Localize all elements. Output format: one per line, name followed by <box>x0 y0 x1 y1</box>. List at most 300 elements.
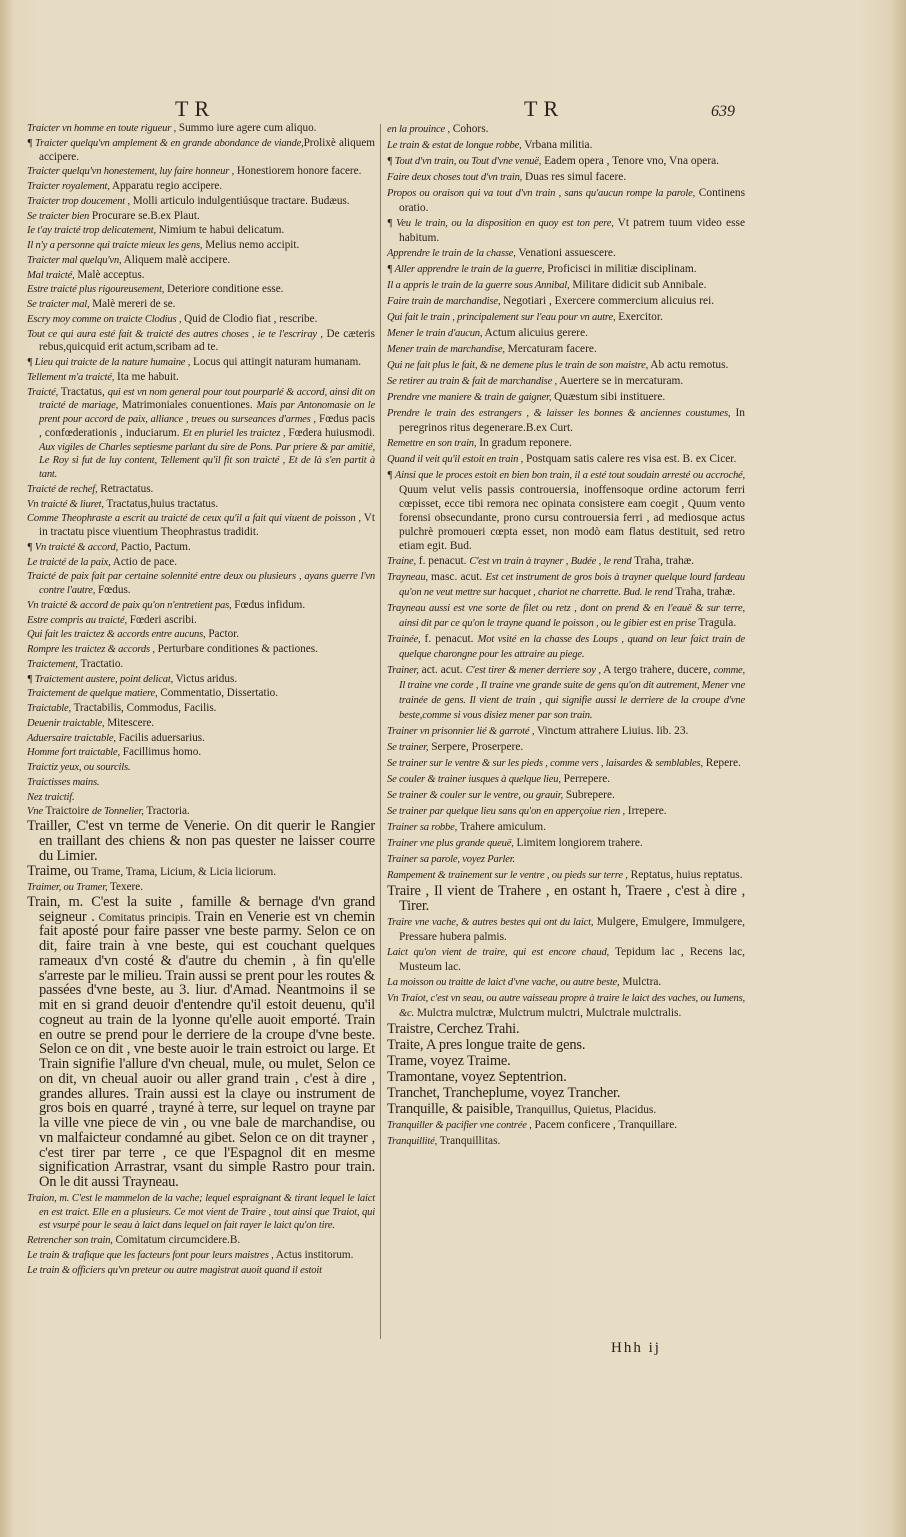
entry-french-text: Traistre, <box>387 1021 434 1037</box>
entry-french-text: Tranquillité, <box>387 1136 438 1147</box>
dictionary-entry <box>27 512 375 540</box>
entry-french-text: Qui fait les traictez & accords entre aucuns, <box>27 629 206 641</box>
dictionary-entry <box>387 1102 745 1117</box>
entry-latin-text: Ab actu remotus. <box>648 359 729 371</box>
dictionary-entry <box>387 756 745 771</box>
entry-french-text: comme, Il traine vne corde , Il traine vne grande suite de gens qu'on dit autrement, Mener vne trainée de gens. Il vient de train , qui signifie aussi le derriere de la croupe d'vne beste,comme si vous disiez mener par son train. <box>399 665 745 721</box>
dictionary-entry <box>27 893 375 1191</box>
entry-french-text: Trainer vne plus grande queuë, <box>387 838 514 849</box>
entry-latin-text: Procurare se.B.ex Plaut. <box>89 209 200 222</box>
entry-latin-text: Subrepere. <box>562 789 615 801</box>
entry-latin-text: Actus institorum. <box>273 1248 354 1261</box>
dictionary-entry <box>387 1054 745 1069</box>
signature-mark: Hhh ij <box>611 1340 661 1356</box>
dictionary-entry <box>387 1070 745 1085</box>
entry-latin-text: Serpere, Proserpere. <box>428 741 524 753</box>
dictionary-entry <box>387 216 745 245</box>
entry-french-text: Faire deux choses tout d'vn train, <box>387 172 523 183</box>
entry-french-text: Il a appris le train de la guerre sous Annibal, <box>387 280 570 291</box>
entry-french-text: Traictement de quelque matiere, <box>27 688 158 700</box>
entry-latin-text: Molli articulo indulgentiúsque tractare. Budæus. <box>129 194 350 207</box>
entry-latin-text: Venationi assuescere. <box>515 247 616 259</box>
dictionary-entry <box>27 702 375 716</box>
dictionary-entry <box>387 262 745 277</box>
entry-latin-text: Irrepere. <box>624 805 667 817</box>
dictionary-entry <box>27 483 375 497</box>
entry-french-text: Prendre vne maniere & train de gaigner, <box>387 392 552 403</box>
dictionary-entry <box>27 356 375 370</box>
entry-french-text: ¶ Tout d'vn train, ou Tout d'vne venuë, <box>387 156 542 167</box>
dictionary-entry <box>387 975 745 990</box>
dictionary-entry <box>387 468 745 553</box>
dictionary-entry <box>27 1234 375 1248</box>
entry-latin-text: Vt patrem tuum video esse habitum. <box>399 217 746 244</box>
dictionary-entry <box>27 761 375 775</box>
entry-french-text: Trainer, <box>387 665 419 676</box>
entry-french-text: Traicté, <box>27 386 59 398</box>
entry-latin-text: Prolixè aliquem accipere. <box>39 136 375 163</box>
entry-french-text: en la prouince , <box>387 124 450 135</box>
entry-french-text: Estre compris au traicté, <box>27 614 127 626</box>
dictionary-entry <box>27 643 375 657</box>
entry-latin-text: Facillimus homo. <box>120 746 202 759</box>
entry-latin-text: masc. acut. <box>427 571 486 583</box>
dictionary-entry <box>27 180 375 194</box>
entry-french-text: Cerchez Trahi. <box>433 1021 520 1037</box>
entry-french-text: Tranquille, & paisible, <box>387 1101 514 1117</box>
dictionary-entry <box>27 599 375 613</box>
entry-french-text: Mot vsité en la chasse des Loups , quand on leur faict train de quelque charongne pour les attraire au piege. <box>399 634 745 660</box>
entry-french-text: m. C'est la suite , famille & bernage d'vn grand seigneur . <box>39 893 375 925</box>
entry-latin-text: Nimium te habui delicatum. <box>155 224 285 237</box>
entry-french-text: Aduersaire traictable, <box>27 732 116 744</box>
entry-latin-text: Mulctra mulctræ, Mulctrum mulctri, Mulctrale mulctralis. <box>414 1007 682 1019</box>
entry-french-text: ¶ Traictement austere, point delicat, <box>27 673 174 685</box>
dictionary-entry <box>27 210 375 224</box>
entry-french-text: qui est vn nom general pour tout pourparlé & accord, ainsi dit on traicté de mariage, <box>39 386 375 412</box>
entry-french-text: La moisson ou traitte de laict d'vne vache, ou autre beste, <box>387 977 620 988</box>
dictionary-entry <box>387 1038 745 1053</box>
entry-french-text: ¶ Traicter quelqu'vn amplement & en grande abondance de viande, <box>27 137 304 149</box>
dictionary-entry <box>27 556 375 570</box>
dictionary-entry <box>27 541 375 555</box>
entry-french-text: Faire train de marchandise, <box>387 296 501 307</box>
dictionary-entry <box>27 386 375 482</box>
entry-french-text: Tranquiller & pacifier vne contrée , <box>387 1120 532 1131</box>
dictionary-entry <box>27 269 375 283</box>
right-column <box>387 122 745 1150</box>
dictionary-entry <box>27 865 375 880</box>
entry-french-text: Traicté de rechef, <box>27 483 98 495</box>
entry-latin-text: Duas res simul facere. <box>522 171 627 183</box>
entry-french-text: A pres longue traite de gens. <box>423 1037 586 1053</box>
dictionary-entry <box>387 170 745 185</box>
dictionary-entry <box>387 945 745 974</box>
dictionary-entry <box>387 122 745 137</box>
entry-french-text: Tout ce qui aura esté fait & traicté des autres choses , ie te l'escriray , <box>27 328 323 340</box>
entry-latin-text: Eadem opera , Tenore vno, Vna opera. <box>541 155 720 167</box>
entry-french-text: Rampement & trainement sur le ventre , ou pieds sur terre , <box>387 870 628 881</box>
entry-latin-text: Militare didicit sub Annibale. <box>569 279 707 291</box>
entry-french-text: Traicter royalement, <box>27 181 110 192</box>
entry-latin-text: Tractoria. <box>143 805 190 818</box>
entry-latin-text: Matrimoniales conuentiones. <box>118 399 257 412</box>
dictionary-entry <box>387 804 745 819</box>
entry-latin-text: Deteriore conditione esse. <box>164 283 284 296</box>
entry-latin-text: Retractatus. <box>97 482 154 495</box>
running-head-left: TR <box>175 96 216 121</box>
entry-french-text: ¶ Vn traicté & accord, <box>27 541 119 553</box>
entry-latin-text: Mulctra. <box>619 976 662 988</box>
dictionary-entry <box>387 246 745 261</box>
entry-latin-text: Tepidum lac , Recens lac, Musteum lac. <box>399 946 745 973</box>
entry-french-text: Trainer sa robbe, <box>387 822 458 833</box>
entry-french-text: Le traicté de la paix, <box>27 556 111 568</box>
dictionary-entry <box>387 374 745 389</box>
dictionary-entry <box>27 313 375 327</box>
entry-french-text: Mais par Antonomasie on le prent pour accord de paix, alliance , treues ou surseances d'armes , <box>39 400 376 425</box>
dictionary-entry <box>387 836 745 851</box>
entry-french-text: Train, <box>27 893 69 910</box>
entry-french-text: Homme fort traictable, <box>27 747 120 759</box>
entry-french-text: Se traicter bien <box>27 210 90 222</box>
dictionary-entry <box>27 628 375 642</box>
entry-latin-text: Apparatu regio accipere. <box>109 180 223 192</box>
dictionary-entry <box>387 554 745 569</box>
entry-latin-text: Exercitor. <box>615 311 663 323</box>
entry-french-text: Remettre en son train, <box>387 438 477 449</box>
dictionary-entry <box>27 881 375 895</box>
entry-french-text: Traicté de paix fait par certaine solennité entre deux ou plusieurs , ayans guerre l'vn contre l'autre, <box>27 571 375 596</box>
entry-french-text: Apprendre le train de la chasse, <box>387 248 516 259</box>
entry-french-text: Rompre les traictez & accords , <box>27 644 155 655</box>
dictionary-entry <box>27 137 375 165</box>
entry-latin-text: Malè acceptus. <box>74 268 145 281</box>
entry-french-text: Trayneau aussi est vne sorte de filet ou retz , dont on prend & en l'eauë & sur terre, ainsi dit par ce qu'on le trayne quand le poisson , ou le gibier est en prise <box>387 603 745 629</box>
entry-french-text: Vne <box>27 806 43 818</box>
entry-latin-text: Perrepere. <box>560 773 611 785</box>
entry-french-text: Nez traictif. <box>27 791 75 803</box>
entry-latin-text: Quæstum sibi instituere. <box>551 391 666 403</box>
entry-french-text: Deuenir traictable, <box>27 717 105 729</box>
entry-french-text: Traictiz yeux, ou sourcils. <box>27 762 131 773</box>
dictionary-entry <box>387 772 745 787</box>
entry-french-text: Tellement m'a traicté, <box>27 371 115 383</box>
dictionary-entry <box>387 390 745 405</box>
entry-french-text: ¶ Lieu qui traicte de la nature humaine , <box>27 357 191 368</box>
dictionary-entry <box>27 658 375 672</box>
entry-latin-text: Actum alicuius gerere. <box>482 327 588 339</box>
entry-latin-text: Vt in tractatu pisce viuentium Theophrastus tradidit. <box>39 512 375 538</box>
entry-french-text: Le train & estat de longue robbe, <box>387 140 522 151</box>
entry-french-text: Qui ne fait plus le fait, & ne demene plus le train de son maistre, <box>387 360 649 371</box>
page-number: 639 <box>711 103 735 120</box>
entry-latin-text: In peregrinos ritus degenerare.B.ex Curt. <box>399 407 745 434</box>
entry-french-text: Se trainer, <box>387 742 429 753</box>
entry-latin-text: Pactor. <box>205 628 240 641</box>
entry-french-text: Est cet instrument de gros bois à trayner quelque lourd fardeau qu'on ne veut mettre sur hacquet , chariot ne charrette. Bud. le rend <box>399 572 745 598</box>
entry-french-text: Qui fait le train , principalement sur l'eau pour vn autre, <box>387 312 616 323</box>
dictionary-entry <box>387 632 745 662</box>
entry-french-text: Trailler, <box>27 818 72 834</box>
entry-french-text: voyez Septentrion. <box>457 1069 567 1085</box>
entry-latin-text: Auertere se in mercaturam. <box>557 375 684 387</box>
entry-french-text: Traine, <box>387 556 416 567</box>
entry-latin-text: Trame, Trama, Licium, & Licia liciorum. <box>91 866 277 879</box>
dictionary-entry <box>387 991 745 1021</box>
dictionary-entry <box>387 788 745 803</box>
entry-french-text: Traion, m. C'est le mammelon de la vache; lequel espraignant & tirant lequel le laict en est traict. Elle en a plusieurs. Ce mot vient de Traire , tout ainsi que Traiot, qui est vsurpé pour le seau à laict dans lequel on fait rayer le laict qu'on tire. <box>27 1192 375 1232</box>
entry-french-text: Train en Venerie est vn chemin fait aposté pour faire passer vne beste parmy. Selon ce on dit, faire train à vne beste, qui est couchant quelques rameaux d'vn costé & d'autre du chemin , à fin qu'elle s'arreste par le milieu. Train aussi se prent pour les routes & passées d'vne beste, au 3. liur. d'Amad. Neantmoins il se mit en si grand deuoir d'entendre qu'il estoit deuenu, qu'il cogneut au train de la lyonne qu'elle auoit emporté. Train en outre se prend pour le derriere de la croupe d'vne beste. Selon ce on dit , vne beste auoir le train estroict ou large. Et Train signifie l'allure d'vn cheual, mule, ou mulet, Selon ce on dit, vn cheual auoir ou aller grand train , c'est à dire , grandes allures. Train aussi est la claye ou instrument de gros bois en quarré , trayné à terre, sur lequel on trayne par la ville vne piece de vin , ou vne bale de marchandise, ou vn malfaicteur condamné au gibet. Selon ce on dit trayner , c'est tirer par terre , ce que l'Espagnol dit en mesme signification Arrastrar, vsant du simple Rastro pour train. On le dit aussi Trayneau. <box>39 908 375 1190</box>
dictionary-entry <box>387 1118 745 1133</box>
entry-latin-text: Comitatum circumcidere.B. <box>112 1234 241 1246</box>
dictionary-entry <box>27 791 375 805</box>
dictionary-entry <box>387 915 745 944</box>
entry-french-text: Mener le train d'aucun, <box>387 328 483 339</box>
entry-latin-text: Fœderi ascribi. <box>126 613 197 626</box>
entry-latin-text: Texere. <box>107 881 144 893</box>
entry-french-text: Vn traicté & liuret, <box>27 498 104 510</box>
dictionary-entry <box>27 283 375 297</box>
entry-french-text: Traite, <box>387 1037 424 1053</box>
entry-latin-text: Facilis aduersarius. <box>115 731 205 744</box>
entry-latin-text: Cohors. <box>449 123 489 135</box>
dictionary-entry <box>27 328 375 356</box>
entry-latin-text: Fœdus infidum. <box>231 598 306 611</box>
entry-latin-text: Ita me habuit. <box>114 370 179 383</box>
dictionary-entry <box>27 195 375 209</box>
dictionary-entry <box>27 673 375 687</box>
dictionary-entry <box>387 724 745 739</box>
entry-french-text: Traire , <box>387 883 434 899</box>
entry-latin-text: Continens oratio. <box>399 187 745 214</box>
entry-latin-text: Fœdus. <box>95 584 131 596</box>
entry-latin-text: Melius nemo accipit. <box>202 239 300 251</box>
entry-french-text: Vn traicté & accord de paix qu'on n'entretient pas, <box>27 599 232 611</box>
entry-latin-text: Limitem longiorem trahere. <box>513 837 643 849</box>
entry-latin-text: Mercaturam facere. <box>504 343 597 355</box>
entry-french-text: Se trainer & couler sur le ventre, ou grauir, <box>387 790 563 801</box>
dictionary-entry <box>27 165 375 179</box>
entry-french-text: Se trainer par quelque lieu sans qu'on en apperçoiue rien , <box>387 806 625 817</box>
dictionary-entry <box>387 884 745 914</box>
dictionary-entry <box>27 717 375 731</box>
running-head-right: TR <box>524 96 565 121</box>
dictionary-entry <box>27 122 375 136</box>
entry-french-text: Il n'y a personne qui traicte mieux les gens, <box>27 240 203 251</box>
entry-french-text: ¶ Veu le train, ou la disposition en quoy est ton pere, <box>387 218 614 229</box>
dictionary-entry <box>27 805 375 819</box>
entry-latin-text: f. penacut. <box>420 633 478 645</box>
entry-french-text: Prendre le train des estrangers , & laisser les bonnes & anciennes coustumes, <box>387 408 731 419</box>
dictionary-entry <box>387 1022 745 1037</box>
facing-page-edge <box>0 70 14 1370</box>
entry-latin-text: Perturbare conditiones & pactiones. <box>154 643 318 655</box>
entry-french-text: Il vient de Trahere , en ostant h, Traere , c'est à dire , Tirer. <box>399 883 745 914</box>
entry-french-text: Traicter vn homme en toute rigueur , <box>27 123 177 134</box>
dictionary-entry <box>387 138 745 153</box>
entry-latin-text: Reptatus, huius reptatus. <box>627 869 743 881</box>
dictionary-entry <box>27 746 375 760</box>
dictionary-entry <box>27 254 375 268</box>
dictionary-entry <box>27 498 375 512</box>
entry-latin-text: Traha, trahæ. <box>672 586 736 598</box>
entry-french-text: Et en pluriel les traictez , <box>182 427 286 439</box>
dictionary-entry <box>387 740 745 755</box>
dictionary-entry <box>387 342 745 357</box>
entry-latin-text: Quum velut velis passis controuersia, inoffensoque ordine actorum ferri cœpisset, ecce tibi remora nec opinata consistere eam coegit , Quum vento forensi obsecundante, prono cursu controuersia ferri , ad mediosque actus pulchrè promoueri cœpta esset, non modò eam flatus destituit, sed retro etiam egit. Bud. <box>399 484 745 552</box>
entry-french-text: Quand il veit qu'il estoit en train , <box>387 454 524 465</box>
dictionary-entry <box>387 358 745 373</box>
entry-latin-text: f. penacut. <box>415 555 470 567</box>
dictionary-entry <box>387 601 745 631</box>
entry-french-text: Traime, <box>27 863 75 880</box>
entry-french-text: Laict qu'on vient de traire, qui est encore chaud, <box>387 947 610 958</box>
entry-latin-text: Pactio, Pactum. <box>118 540 191 553</box>
entry-latin-text: Summo iure agere cum aliquo. <box>176 122 317 134</box>
entry-french-text: Ie t'ay traicté trop delicatement, <box>27 225 156 237</box>
entry-french-text: de Tonnelier, <box>91 806 144 818</box>
entry-latin-text: Honestiorem honore facere. <box>234 165 362 178</box>
entry-latin-text: Traictoire <box>42 805 92 818</box>
entry-french-text: voyez Parler. <box>459 854 515 865</box>
entry-french-text: Trainer vn prisonnier lié & garroté , <box>387 726 535 737</box>
entry-french-text: Le train & officiers qu'vn preteur ou autre magistrat auoit quand il estoit <box>27 1264 322 1276</box>
dictionary-entry <box>387 1086 745 1101</box>
entry-latin-text: Locus qui attingit naturam humanam. <box>190 356 362 368</box>
dictionary-entry <box>27 732 375 746</box>
entry-latin-text: Proficisci in militiæ disciplinam. <box>544 263 697 275</box>
entry-french-text: Aux vigiles de Charles septiesme parlant du sire de Pons. Par priere & par amitié, Le Roy si fut de luy content, Tellement qu'il fit son traicté , Et de là s'en partit à tant. <box>39 441 375 480</box>
entry-french-text: Vn Traiot, c'est vn seau, ou autre vaisseau propre à traire le laict des vaches, ou Iumens, &c. <box>387 993 745 1019</box>
entry-french-text: Trayneau, <box>387 572 428 583</box>
entry-latin-text: Victus aridus. <box>173 672 238 685</box>
entry-french-text: voyez Traime. <box>426 1053 511 1069</box>
entry-french-text: Le train & trafique que les facteurs font pour leurs maistres , <box>27 1249 274 1261</box>
dictionary-entry <box>27 239 375 253</box>
entry-latin-text: Tractatus, <box>58 385 108 398</box>
dictionary-entry <box>387 868 745 883</box>
column-divider <box>380 124 381 1339</box>
entry-latin-text: Tranquillitas. <box>437 1135 501 1147</box>
entry-french-text: ¶ Ainsi que le proces estoit en bien bon train, il a esté tout soudain arresté ou accroché, <box>387 470 745 481</box>
entry-latin-text: Fœdus pacis , confœderationis , induciarum. <box>39 413 375 439</box>
entry-french-text: Propos ou oraison qui va tout d'vn train , sans qu'aucun rompe la parole, <box>387 188 696 199</box>
entry-latin-text: Pacem conficere , Tranquillare. <box>531 1119 678 1131</box>
entry-latin-text: Vrbana militia. <box>521 139 593 151</box>
entry-french-text: voyez Trancher. <box>527 1085 621 1101</box>
entry-french-text: Trainer sa parole, <box>387 854 460 865</box>
dictionary-entry <box>387 294 745 309</box>
entry-latin-text: Actio de pace. <box>110 555 178 568</box>
dictionary-entry <box>387 452 745 467</box>
dictionary-entry <box>387 186 745 215</box>
entry-french-text: Traicter trop doucement , <box>27 195 130 207</box>
dictionary-entry <box>387 570 745 600</box>
entry-latin-text: De cæteris rebus,quicquid erit actum,scribam ad te. <box>39 327 376 354</box>
entry-french-text: Se couler & trainer iusques à quelque lieu, <box>387 774 561 785</box>
entry-latin-text: Tractabilis, Commodus, Facilis. <box>71 702 217 714</box>
entry-latin-text: Commentatio, Dissertatio. <box>157 687 279 700</box>
entry-french-text: C'est vn terme de Venerie. On dit querir le Rangier en traillant des chiens & non pas quester ne laisser courre du Limier. <box>39 818 375 864</box>
dictionary-entry <box>27 776 375 790</box>
entry-french-text: Traicter mal quelqu'vn, <box>27 254 122 266</box>
dictionary-entry <box>387 852 745 867</box>
entry-french-text: Trainée, <box>387 634 421 645</box>
entry-french-text: ou <box>74 863 92 880</box>
entry-latin-text: Tranquillus, Quietus, Placidus. <box>513 1104 657 1116</box>
entry-latin-text: Tractatio. <box>77 657 124 670</box>
entry-french-text: Trame, <box>387 1053 427 1069</box>
dictionary-entry <box>387 278 745 293</box>
entry-french-text: Traictement, <box>27 658 78 670</box>
dictionary-entry <box>387 310 745 325</box>
entry-latin-text: Repere. <box>702 757 741 769</box>
entry-french-text: Mal traicté, <box>27 269 75 281</box>
entry-latin-text: Postquam satis calere res visa est. B. ex Cicer. <box>523 453 737 465</box>
dictionary-entry <box>27 298 375 312</box>
entry-french-text: C'est vn train à trayner , Budée , le rend <box>469 556 632 567</box>
dictionary-entry <box>27 371 375 385</box>
entry-latin-text: Malè mereri de se. <box>89 298 176 310</box>
dictionary-entry <box>27 570 375 598</box>
entry-french-text: ¶ Aller apprendre le train de la guerre, <box>387 264 545 275</box>
entry-latin-text: act. acut. <box>418 664 466 676</box>
entry-latin-text: In gradum reponere. <box>476 437 572 449</box>
dictionary-entry <box>27 614 375 628</box>
entry-latin-text: Mulgere, Emulgere, Immulgere, Pressare hubera palmis. <box>399 916 745 943</box>
dictionary-entry <box>27 224 375 238</box>
dictionary-entry <box>387 663 745 723</box>
entry-latin-text: Trahere amiculum. <box>457 821 546 833</box>
entry-french-text: Traicter quelqu'vn honestement, luy faire honneur , <box>27 166 235 178</box>
entry-french-text: Mener train de marchandise, <box>387 344 505 355</box>
entry-latin-text: Mitescere. <box>104 716 155 729</box>
dictionary-entry <box>27 687 375 701</box>
entry-latin-text: Traha, trahæ. <box>631 555 695 567</box>
dictionary-entry <box>387 820 745 835</box>
dictionary-entry <box>27 1264 375 1278</box>
left-column <box>27 122 375 1278</box>
entry-french-text: Comme Theophraste a escrit au traicté de ceux qu'il a fait qui viuent de poisson , <box>27 513 361 525</box>
entry-french-text: Estre traicté plus rigoureusement, <box>27 284 165 296</box>
dictionary-entry <box>27 1249 375 1263</box>
entry-latin-text: Aliquem malè accipere. <box>121 253 231 266</box>
entry-french-text: Traictable, <box>27 703 72 714</box>
entry-latin-text: Quid de Clodio fiat , rescribe. <box>181 312 318 325</box>
dictionary-entry <box>27 1192 375 1233</box>
dictionary-entry <box>387 406 745 435</box>
dictionary-entry <box>387 436 745 451</box>
dictionary-entry <box>387 154 745 169</box>
entry-french-text: Traimer, ou Tramer, <box>27 882 108 893</box>
entry-french-text: Escry moy comme on traicte Clodius , <box>27 313 182 325</box>
entry-latin-text: Vinctum attrahere Liuius. lib. 23. <box>534 725 689 737</box>
entry-french-text: Tranchet, Trancheplume, <box>387 1085 528 1101</box>
entry-french-text: Se trainer sur le ventre & sur les pieds , comme vers , laisardes & semblables, <box>387 758 703 769</box>
entry-french-text: Retrencher son train, <box>27 1235 113 1246</box>
entry-latin-text: Tragula. <box>695 617 737 629</box>
entry-latin-text: Comitatus principis. <box>94 911 195 924</box>
entry-french-text: Se retirer au train & fait de marchandise , <box>387 376 558 387</box>
dictionary-entry <box>387 1134 745 1149</box>
dictionary-entry <box>27 820 375 864</box>
entry-french-text: C'est tirer & mener derriere soy , <box>465 665 601 676</box>
dictionary-entry <box>387 326 745 341</box>
entry-latin-text: Fœdera huiusmodi. <box>285 426 376 439</box>
entry-french-text: Se traicter mal, <box>27 299 90 310</box>
entry-french-text: Traire vne vache, & autres bestes qui ont du laict, <box>387 917 594 928</box>
